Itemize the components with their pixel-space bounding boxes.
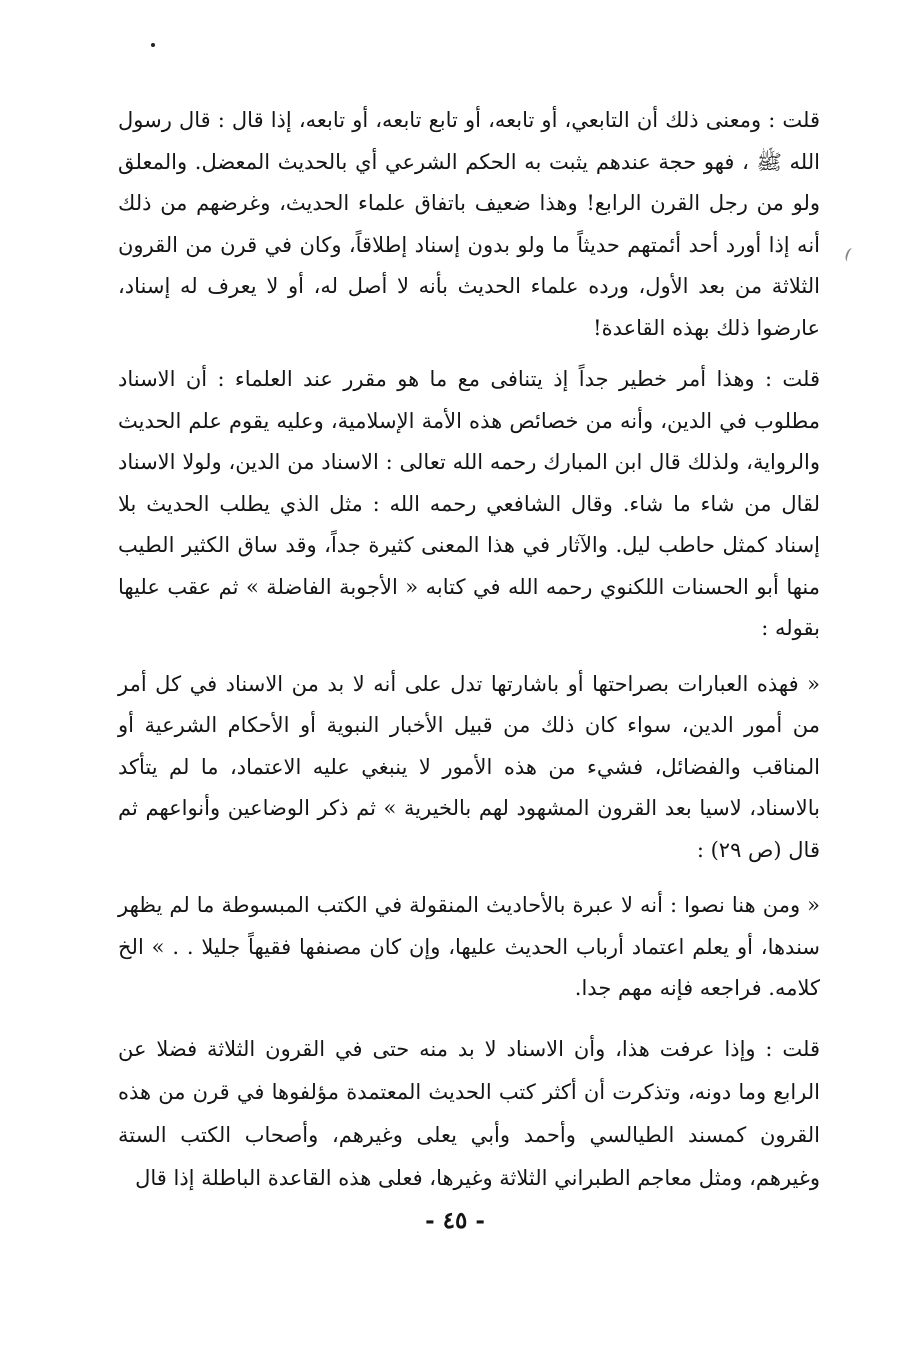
paragraph-3: « فهذه العبارات بصراحتها أو باشارتها تدل على أنه لا بد من الاسناد في كل أمر من أمور الدين، سواء كان ذلك من قبيل الأخبار النبوية أو الأحكام الشرعية أو المناقب والفضائل، فشيء من هذه الأمور لا ينبغي عليه الاعتماد، ما لم يتأكد بالاسناد، لاسيا بعد القرون المشهود لهم بالخيرية » ثم ذكر الوضاعين وأنواعهم ثم قال (ص ٢٩) :	[118, 671, 820, 862]
body-text	[118, 100, 820, 1200]
page-number: - ٤٥ -	[425, 1207, 485, 1234]
paragraph-2: قلت : وهذا أمر خطير جداً إذ يتنافى مع ما هو مقرر عند العلماء : أن الاسناد مطلوب في الدين، وأنه من خصائص هذه الأمة الإسلامية، وعليه يقوم علم الحديث والرواية، ولذلك قال ابن المبارك رحمه الله تعالى : الاسناد من الدين، ولولا الاسناد لقال من شاء ما شاء. وقال الشافعي رحمه الله : مثل الذي يطلب الحديث بلا إسناد كمثل حاطب ليل. والآثار في هذا المعنى كثيرة جداً، وقد ساق الكثير الطيب منها أبو الحسنات اللكنوي رحمه الله في كتابه « الأجوبة الفاضلة » ثم عقب عليها بقوله :	[118, 367, 820, 640]
paragraph-5: قلت : وإذا عرفت هذا، وأن الاسناد لا بد منه حتى في القرون الثلاثة فضلا عن الرابع وما دونه، وتذكرت أن أكثر كتب الحديث المعتمدة مؤلفوها في قرن من هذه القرون كمسند الطيالسي وأحمد وأبي يعلى وغيرهم، وأصحاب الكتب الستة وغيرهم، ومثل معاجم الطبراني الثلاثة وغيرها، فعلى هذه القاعدة الباطلة إذا قال	[118, 1036, 820, 1190]
paragraph-1: قلت : ومعنى ذلك أن التابعي، أو تابعه، أو تابع تابعه، أو تابعه، إذا قال : قال رسول الله ﷺ ، فهو حجة عندهم يثبت به الحكم الشرعي أي بالحديث المعضل. والمعلق ولو من رجل القرن الرابع! وهذا ضعيف باتفاق علماء الحديث، وغرضهم من ذلك أنه إذا أورد أحد أئمتهم حديثاً ما ولو بدون إسناد إطلاقاً، وكان في قرن من القرون الثلاثة من بعد الأول، ورده علماء الحديث بأنه لا أصل له، أو لا يعرف له إسناد، عارضوا ذلك بهذه القاعدة!	[118, 108, 820, 340]
scan-margin-mark	[844, 247, 856, 263]
paragraph-4: « ومن هنا نصوا : أنه لا عبرة بالأحاديث المنقولة في الكتب المبسوطة ما لم يظهر سندها، أو يعلم اعتماد أرباب الحديث عليها، وإن كان مصنفها فقيهاً جليلا . . » الخ كلامه. فراجعه فإنه مهم جدا.	[118, 893, 820, 1000]
scan-speck	[151, 43, 155, 47]
